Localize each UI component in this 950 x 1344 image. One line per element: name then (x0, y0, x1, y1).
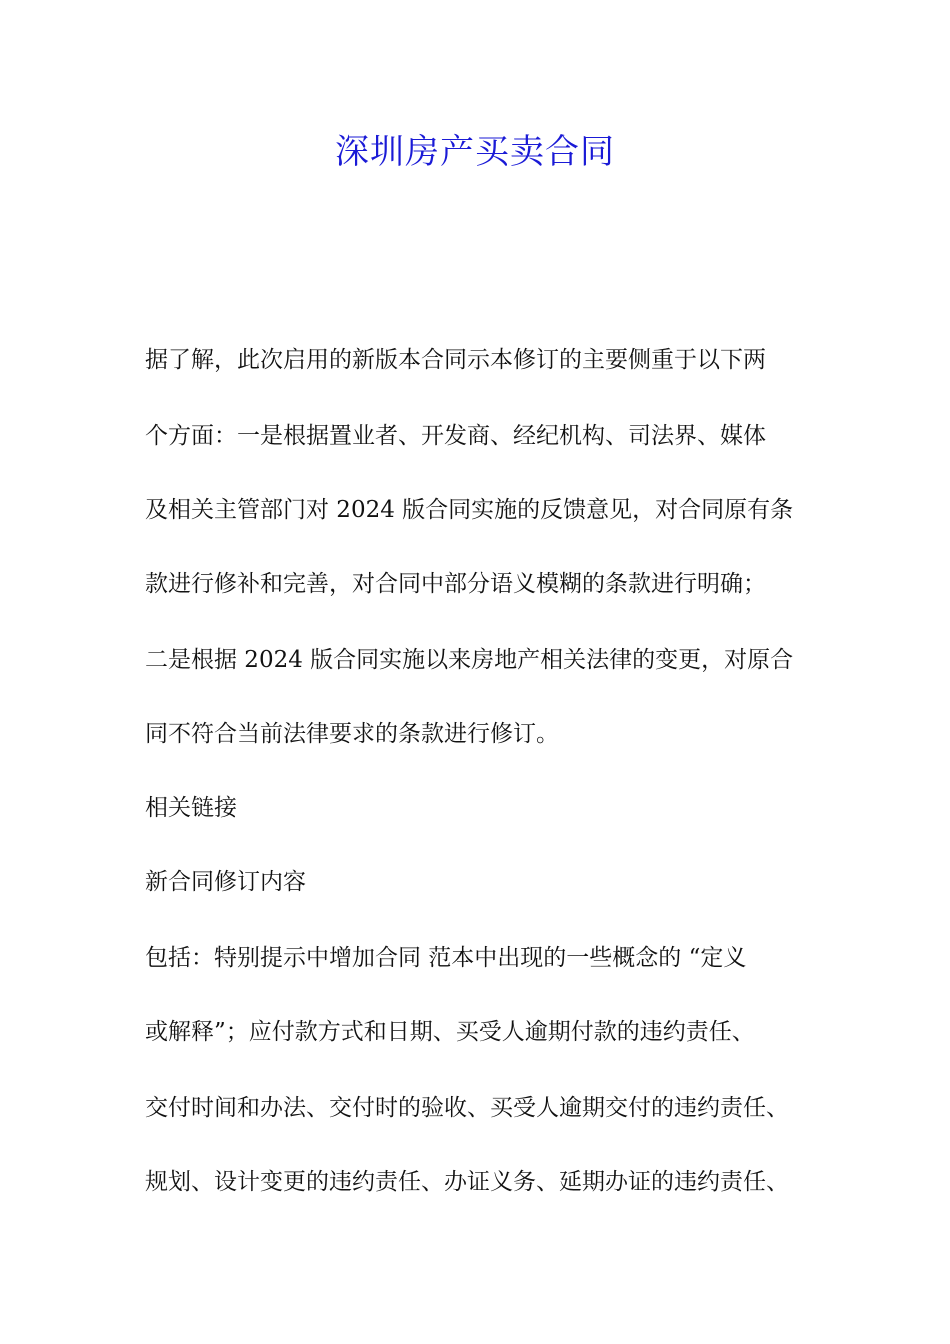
body-text-line: 款进行修补和完善，对合同中部分语义模糊的条款进行明确； (145, 571, 766, 597)
body-text-line: 据了解，此次启用的新版本合同示本修订的主要侧重于以下两 (145, 347, 766, 373)
body-text-line: 交付时间和办法、交付时的验收、买受人逾期交付的违约责任、 (145, 1095, 789, 1121)
section-heading-revision-content: 新合同修订内容 (145, 869, 306, 895)
body-text-line: 二是根据 2024 版合同实施以来房地产相关法律的变更，对原合 (145, 647, 794, 673)
body-text-line: 个方面：一是根据置业者、开发商、经纪机构、司法界、媒体 (145, 423, 766, 449)
body-text-line: 规划、设计变更的违约责任、办证义务、延期办证的违约责任、 (145, 1169, 789, 1195)
body-text-line: 或解释”；应付款方式和日期、买受人逾期付款的违约责任、 (145, 1019, 755, 1045)
section-heading-related-links: 相关链接 (145, 795, 237, 821)
document-title: 深圳房产买卖合同 (335, 132, 615, 172)
body-text-line: 及相关主管部门对 2024 版合同实施的反馈意见，对合同原有条 (145, 497, 794, 523)
body-text-line: 包括：特别提示中增加合同 范本中出现的一些概念的 “定义 (145, 945, 747, 971)
body-text-line: 同不符合当前法律要求的条款进行修订。 (145, 721, 559, 747)
